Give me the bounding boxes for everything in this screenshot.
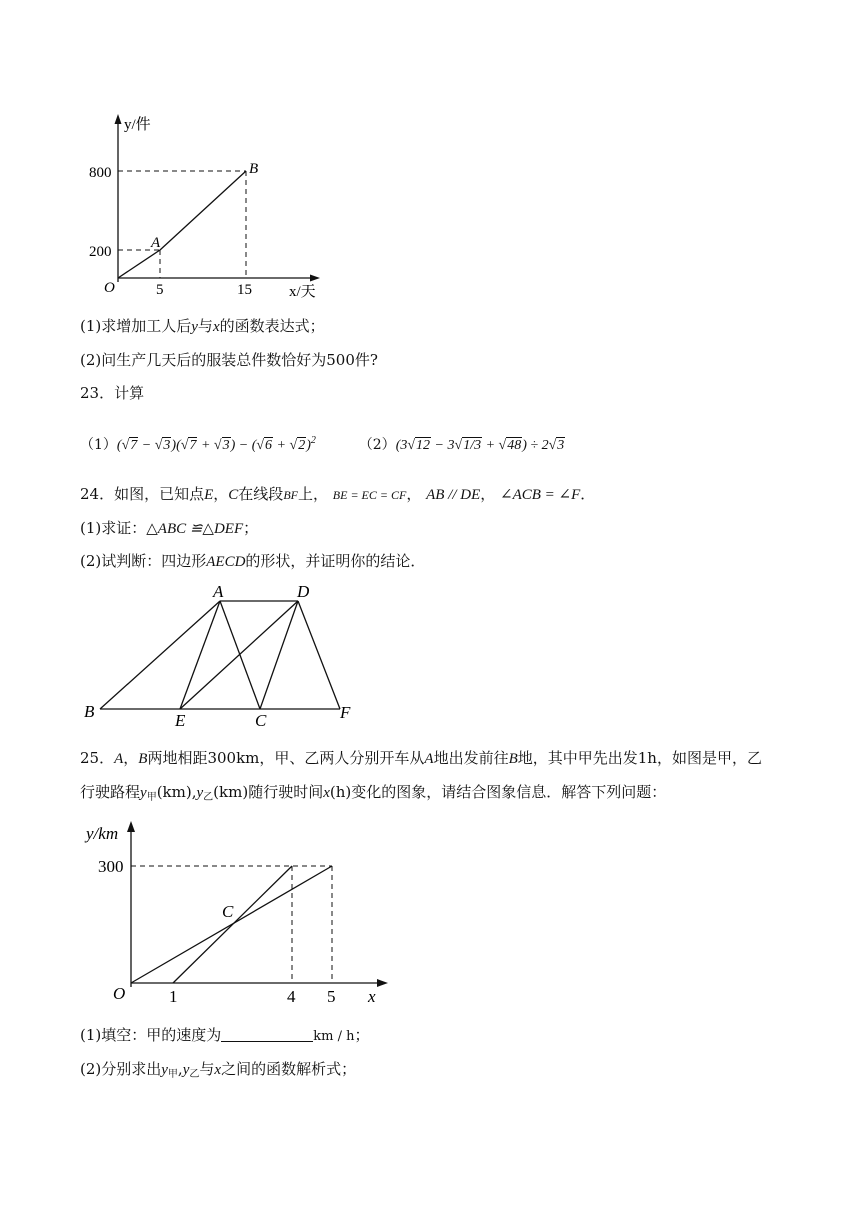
q24-part2 (80, 551, 425, 572)
q24-part2-a: (2)试判断：四边形 (80, 552, 207, 570)
q23-part2-label: （2） (358, 437, 396, 453)
q23-expr2: (3√12 − 3√1/3 + √48) ÷ 2√3 (395, 438, 565, 453)
q24-intro: 24．如图，已知点E，C在线段BF上， BE = EC = CF， AB // DE， ∠ACB = ∠F． (80, 485, 596, 503)
q24-intro-b: 在线段 (238, 485, 284, 503)
q25-sub-yi: 乙 (203, 792, 214, 803)
q25-part1-text: (1)填空：甲的速度为 (80, 1026, 222, 1044)
q24-point-C: C (228, 487, 239, 503)
q25-B: B (138, 751, 148, 767)
y-tick-300: 300 (98, 857, 124, 876)
q24-cond3: ∠ACB = ∠F (500, 487, 581, 503)
q24-intro-a: 24．如图，已知点 (80, 485, 205, 503)
q25-line2-c: 变化的图象，请结合图象信息．解答下列问题： (351, 783, 667, 801)
q24-seg-BF: BF (283, 488, 298, 502)
segment-OA (118, 250, 160, 278)
q22-part1 (80, 316, 325, 337)
segment-DE (180, 601, 298, 709)
q25-y-jia: y (140, 785, 147, 801)
point-A-label: A (151, 235, 161, 251)
q25-y-yi: y (196, 785, 204, 801)
q25-line2-b: 随行驶时间 (248, 783, 324, 801)
x-tick-1: 1 (169, 987, 178, 1006)
segment-AE (180, 601, 220, 709)
q25-A2: A (424, 751, 434, 767)
q24-part1-end: ； (243, 519, 259, 537)
x-axis-label: x/天 (289, 284, 316, 300)
q24-cond2: AB // DE (426, 487, 481, 503)
q25-line1-c: 两地相距300km，甲、乙两人分别开车从 (147, 749, 425, 767)
q22-part1-text: (1)求增加工人后 (80, 317, 192, 335)
q25-line1-e: 地，其中甲先出发1h，如图是甲，乙 (517, 749, 762, 767)
q22-var-y: y (191, 319, 198, 335)
figure-production-graph (80, 110, 330, 305)
segment-DF (298, 601, 340, 709)
q25-line1 (80, 748, 762, 769)
q25-h: (h) (329, 783, 352, 801)
point-C-label: C (222, 902, 234, 921)
q24-point-E: E (204, 487, 214, 503)
q24-part1-expr: △ABC ≌△DEF (146, 521, 244, 537)
origin-label: O (104, 280, 115, 296)
q23-title: 23．计算 (80, 384, 145, 402)
q23-expr1: $(√7 - √3)(√7 + √3) - (√6 + √2)^2$ (116, 435, 316, 453)
line-jia (131, 866, 332, 983)
q22-part2: (2)问生产几天后的服装总件数恰好为500件? (80, 351, 378, 369)
segment-DC (260, 601, 298, 709)
q24-part1 (80, 518, 258, 539)
q24-quad: AECD (206, 554, 246, 570)
figure-triangles (78, 578, 368, 730)
q25-part2-x: x (214, 1062, 222, 1078)
label-A: A (213, 582, 224, 601)
q25-line1-d: 地出发前往 (433, 749, 509, 767)
y-axis-arrow (127, 821, 135, 832)
answer-blank[interactable] (221, 1027, 313, 1042)
q25-part2: (2)分别求出$y_甲,y_乙$与x之间的函数解析式； (80, 1060, 357, 1080)
q23-part1-label: （1） (80, 437, 117, 453)
q22-part1-mid: 与 (197, 317, 213, 335)
q25-part2-y-jia: y (161, 1062, 168, 1078)
q25-sub-jia: 甲 (146, 792, 157, 803)
label-F: F (340, 703, 351, 722)
x-tick-4: 4 (287, 987, 296, 1006)
q25-part1 (80, 1025, 370, 1047)
q25-num: 25． (80, 749, 115, 767)
segment-AB (160, 171, 246, 250)
label-D: D (297, 582, 310, 601)
q23-expressions (80, 431, 565, 456)
q25-part2-sub-yi: 乙 (189, 1069, 200, 1080)
q25-part2-with: 与 (199, 1060, 215, 1078)
segment-AB (100, 601, 220, 709)
x-axis-arrow (377, 979, 388, 987)
q25-A: A (114, 751, 124, 767)
q25-x: x (323, 785, 330, 801)
label-B: B (84, 702, 95, 721)
q25-unit: km / h (313, 1029, 355, 1044)
x-axis-arrow (310, 275, 320, 282)
x-axis-label: x (368, 987, 376, 1006)
q25-line2 (80, 782, 666, 808)
x-tick-15: 15 (237, 282, 252, 298)
y-tick-800: 800 (89, 165, 112, 181)
line-yi (173, 866, 292, 983)
q25-comma: ， (123, 749, 139, 767)
q24-comma: ， (213, 485, 229, 503)
q22-part1-end: 的函数表达式； (219, 317, 325, 335)
x-tick-5: 5 (156, 282, 164, 298)
q24-cond1: BE = EC = CF (332, 488, 407, 502)
q25-km1: (km), (156, 783, 197, 801)
figure-distance-time-graph (80, 815, 400, 1010)
q22-var-x: x (212, 319, 220, 335)
q25-part1-end: ； (354, 1026, 370, 1044)
label-E: E (175, 711, 186, 730)
q25-km2: (km) (213, 783, 249, 801)
q25-part2-y-yi: y (182, 1062, 190, 1078)
y-tick-200: 200 (89, 244, 112, 260)
q24-part1-text: (1)求证： (80, 519, 147, 537)
q25-part2-end: 之间的函数解析式； (221, 1060, 357, 1078)
label-C: C (255, 711, 267, 730)
q25-part2-a: (2)分别求出 (80, 1060, 162, 1078)
q25-line2-a: 行驶路程 (80, 783, 141, 801)
y-axis-label: y/件 (124, 117, 151, 133)
y-axis-label: y/km (86, 824, 119, 843)
q25-B2: B (508, 751, 518, 767)
y-axis-arrow (115, 114, 122, 124)
q24-intro-c: 上， (297, 485, 328, 503)
origin-label: O (113, 984, 126, 1003)
point-B-label: B (249, 161, 259, 177)
segment-AC (220, 601, 260, 709)
x-tick-5: 5 (327, 987, 336, 1006)
q25-part2-sub-jia: 甲 (167, 1069, 178, 1080)
q24-part2-b: 的形状，并证明你的结论． (245, 552, 426, 570)
